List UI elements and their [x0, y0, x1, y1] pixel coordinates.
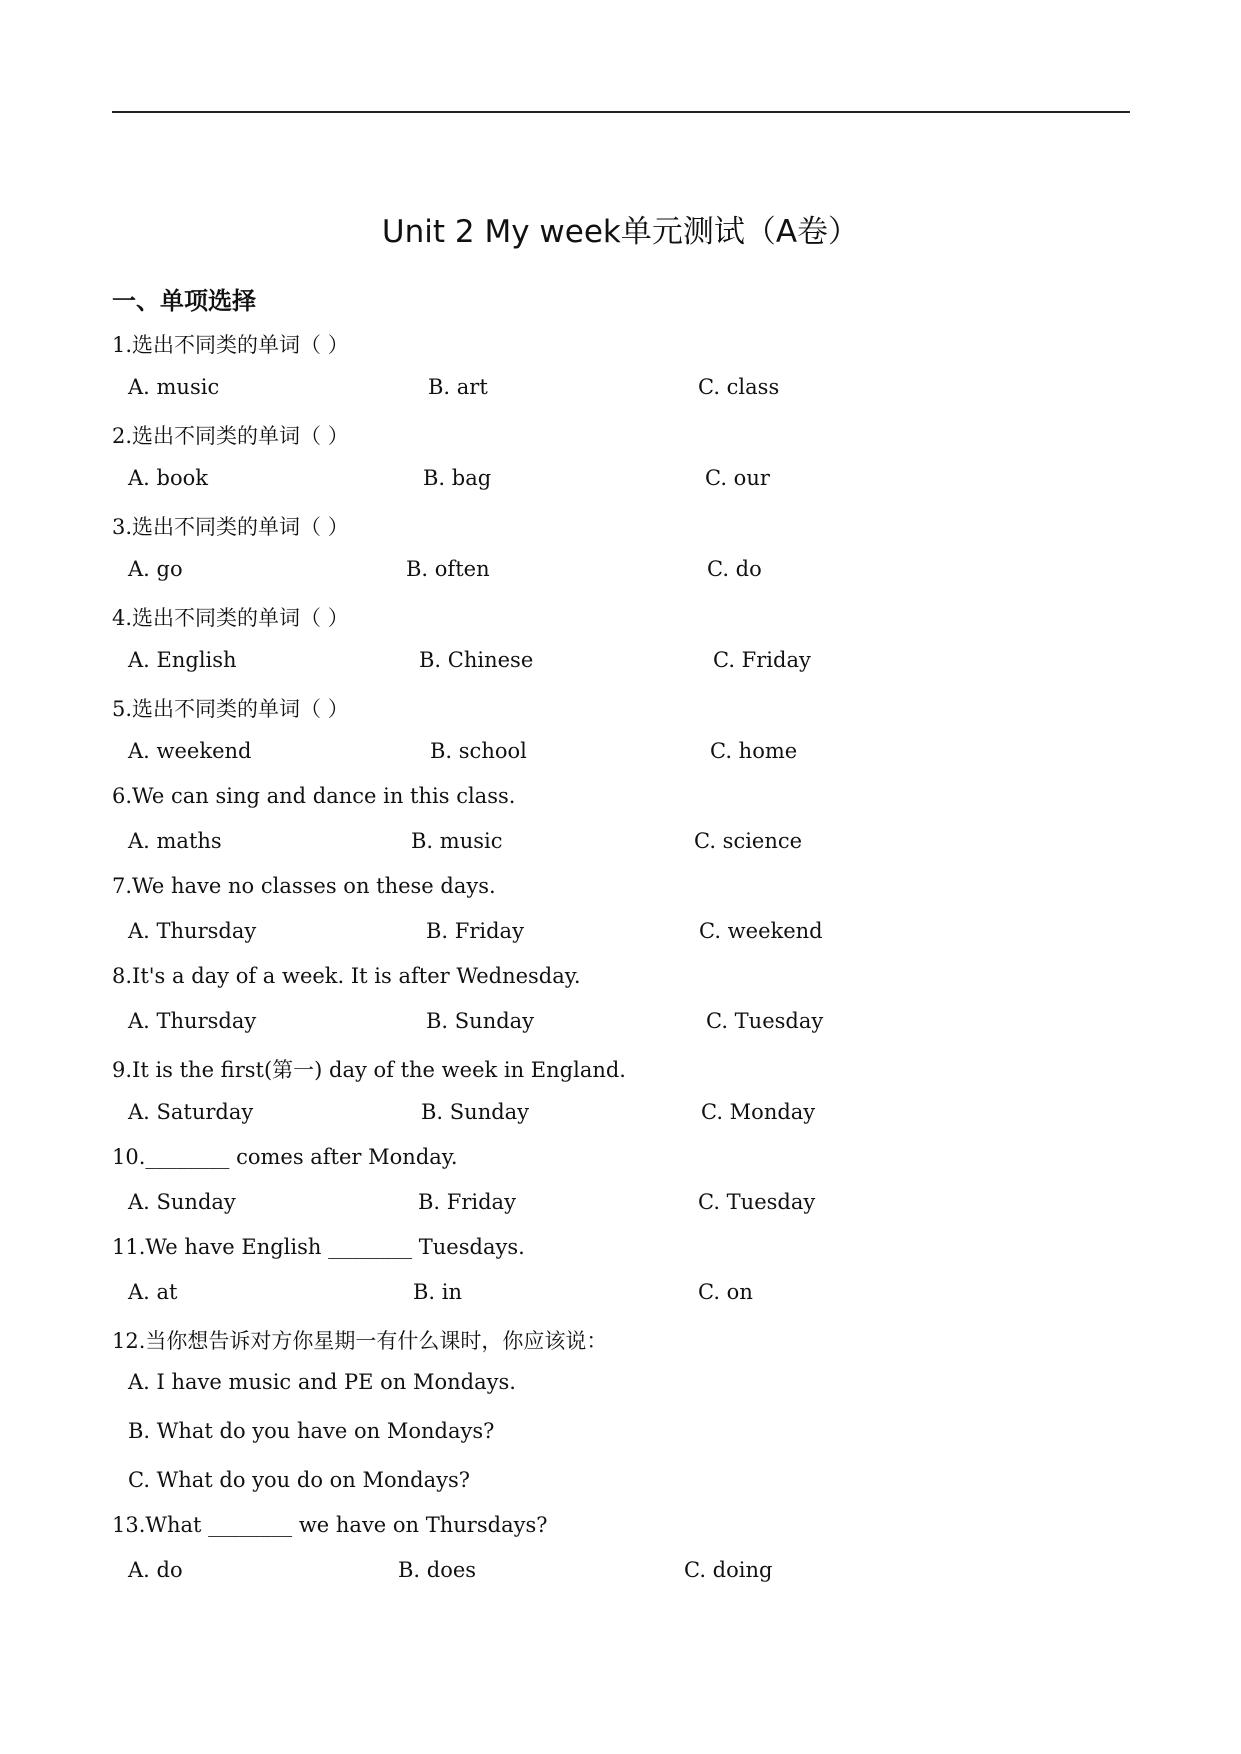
question-5-option-a[interactable]: A. weekend — [128, 739, 252, 763]
question-7-stem: 7.We have no classes on these days. — [112, 874, 496, 898]
question-1-stem: 1.选出不同类的单词（ ） — [112, 333, 349, 357]
question-2-option-b[interactable]: B. bag — [423, 466, 492, 490]
question-8-option-a[interactable]: A. Thursday — [128, 1009, 257, 1033]
question-4-option-c[interactable]: C. Friday — [713, 648, 811, 672]
question-11-option-c[interactable]: C. on — [698, 1280, 753, 1304]
question-5-option-c[interactable]: C. home — [710, 739, 798, 763]
question-10-option-c[interactable]: C. Tuesday — [698, 1190, 816, 1214]
question-12-option-c[interactable]: C. What do you do on Mondays? — [128, 1468, 471, 1492]
question-5-option-b[interactable]: B. school — [430, 739, 527, 763]
question-11-option-b[interactable]: B. in — [413, 1280, 463, 1304]
question-8-option-b[interactable]: B. Sunday — [426, 1009, 535, 1033]
question-13-option-a[interactable]: A. do — [128, 1558, 183, 1582]
question-9-stem: 9.It is the first(第一) day of the week in England. — [112, 1058, 626, 1082]
question-11-option-a[interactable]: A. at — [128, 1280, 178, 1304]
question-3-option-c[interactable]: C. do — [707, 557, 762, 581]
question-5-stem: 5.选出不同类的单词（ ） — [112, 697, 349, 721]
question-3-stem: 3.选出不同类的单词（ ） — [112, 515, 349, 539]
question-10-stem: 10.________ comes after Monday. — [112, 1145, 458, 1169]
question-6-option-c[interactable]: C. science — [694, 829, 803, 853]
question-8-stem: 8.It's a day of a week. It is after Wednesday. — [112, 964, 581, 988]
question-13-stem: 13.What ________ we have on Thursdays? — [112, 1513, 548, 1537]
question-12-stem: 12.当你想告诉对方你星期一有什么课时，你应该说： — [112, 1329, 608, 1353]
question-12-option-b[interactable]: B. What do you have on Mondays? — [128, 1419, 495, 1443]
question-12-option-a[interactable]: A. I have music and PE on Mondays. — [128, 1370, 516, 1394]
question-6-stem: 6.We can sing and dance in this class. — [112, 784, 516, 808]
question-7-option-b[interactable]: B. Friday — [426, 919, 524, 943]
question-3-option-a[interactable]: A. go — [128, 557, 183, 581]
question-10-option-a[interactable]: A. Sunday — [128, 1190, 236, 1214]
question-13-option-c[interactable]: C. doing — [684, 1558, 773, 1582]
question-9-option-a[interactable]: A. Saturday — [128, 1100, 254, 1124]
question-6-option-b[interactable]: B. music — [411, 829, 503, 853]
question-1-option-b[interactable]: B. art — [428, 375, 488, 399]
question-3-option-b[interactable]: B. often — [406, 557, 490, 581]
question-6-option-a[interactable]: A. maths — [128, 829, 222, 853]
question-4-stem: 4.选出不同类的单词（ ） — [112, 606, 349, 630]
header-rule — [112, 111, 1130, 113]
question-1-option-a[interactable]: A. music — [128, 375, 220, 399]
question-13-option-b[interactable]: B. does — [398, 1558, 477, 1582]
question-2-stem: 2.选出不同类的单词（ ） — [112, 424, 349, 448]
question-11-stem: 11.We have English ________ Tuesdays. — [112, 1235, 525, 1259]
question-8-option-c[interactable]: C. Tuesday — [706, 1009, 824, 1033]
question-4-option-a[interactable]: A. English — [128, 648, 237, 672]
question-2-option-a[interactable]: A. book — [128, 466, 208, 490]
page-title: Unit 2 My week单元测试（A卷） — [381, 214, 860, 250]
question-9-option-b[interactable]: B. Sunday — [421, 1100, 530, 1124]
question-7-option-a[interactable]: A. Thursday — [128, 919, 257, 943]
question-7-option-c[interactable]: C. weekend — [699, 919, 823, 943]
question-4-option-b[interactable]: B. Chinese — [419, 648, 534, 672]
question-1-option-c[interactable]: C. class — [698, 375, 780, 399]
question-2-option-c[interactable]: C. our — [705, 466, 770, 490]
question-9-option-c[interactable]: C. Monday — [701, 1100, 816, 1124]
question-10-option-b[interactable]: B. Friday — [418, 1190, 516, 1214]
section-heading: 一、单项选择 — [112, 287, 256, 315]
